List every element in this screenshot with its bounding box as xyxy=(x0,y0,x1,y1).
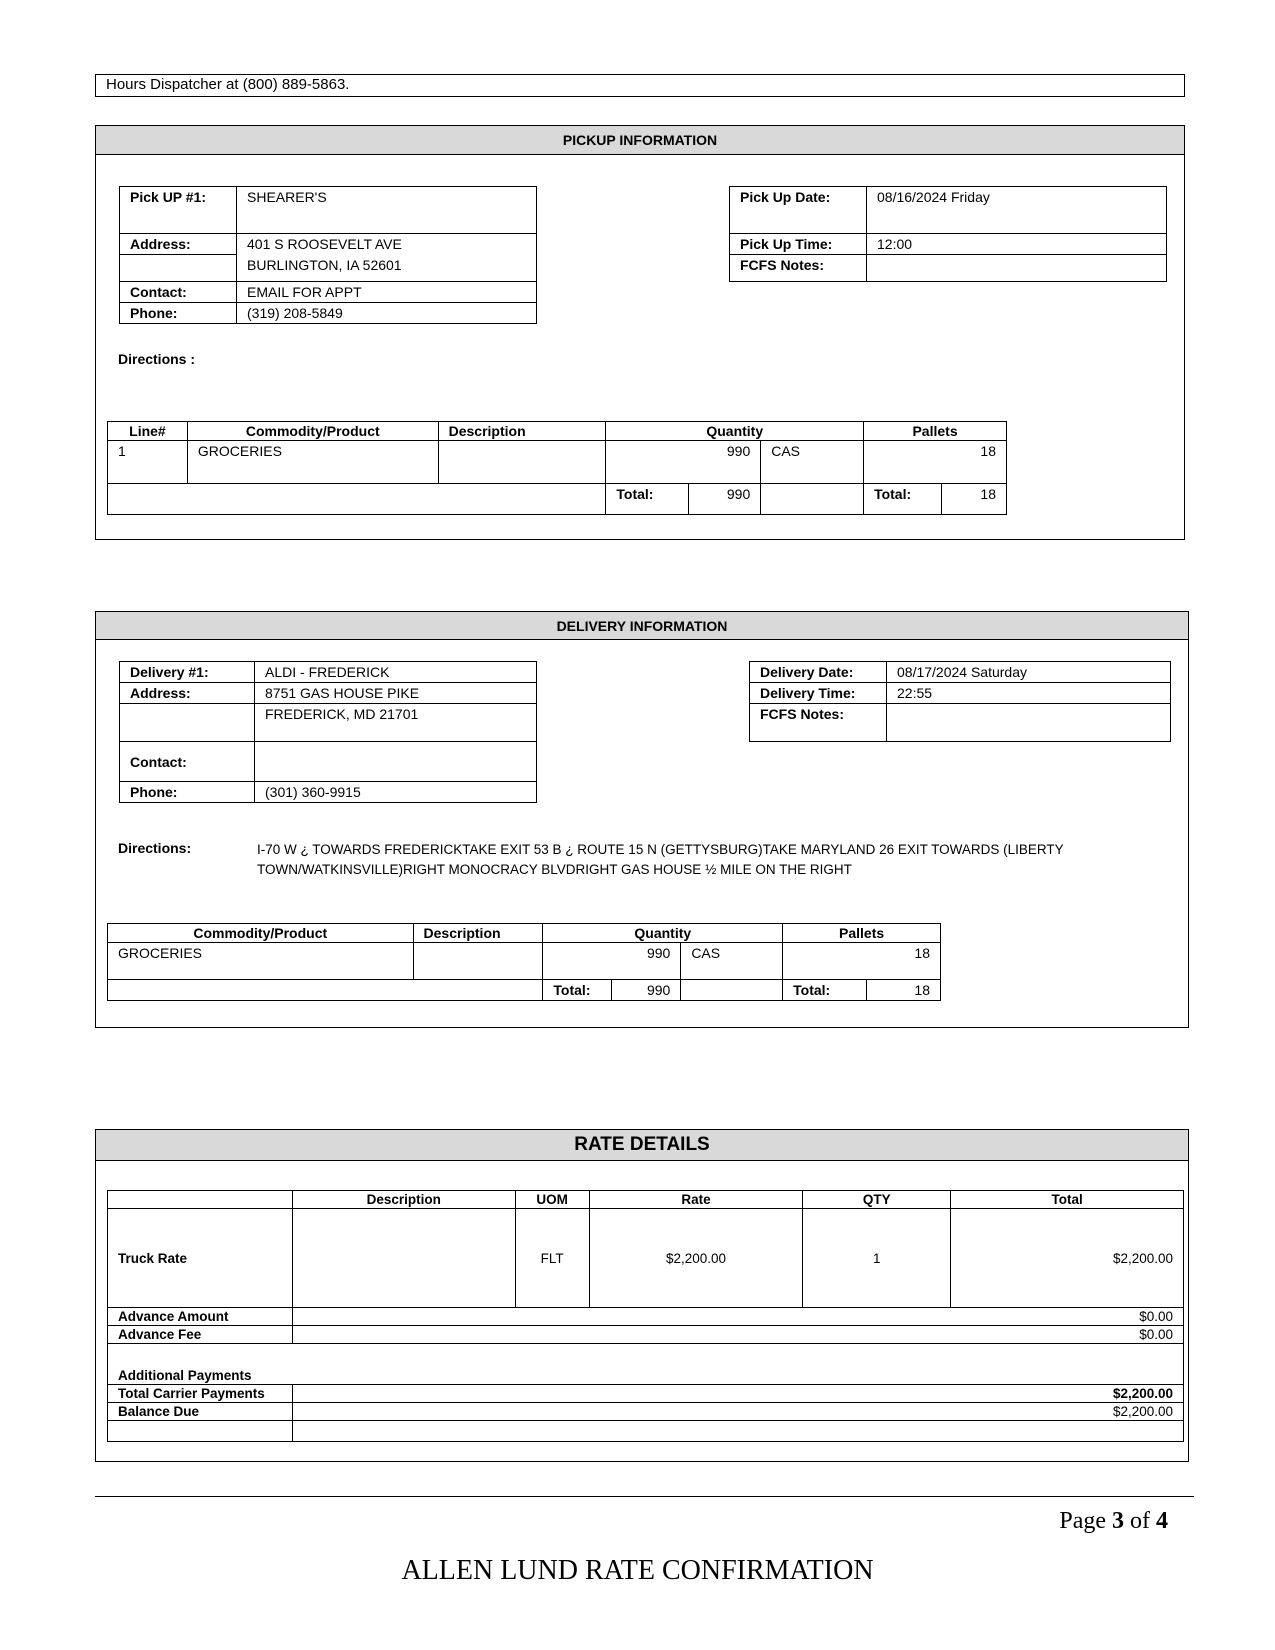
truck-rate-total: $2,200.00 xyxy=(951,1209,1184,1308)
col-description: Description xyxy=(413,924,543,943)
total-pallets-label: Total: xyxy=(783,980,867,1001)
total-unit-blank xyxy=(761,484,864,515)
pickup-phone: (319) 208-5849 xyxy=(237,303,537,324)
rate-section xyxy=(95,1129,1189,1462)
page-total: 4 xyxy=(1156,1508,1168,1534)
delivery-directions xyxy=(257,840,1157,880)
col-pallets: Pallets xyxy=(864,422,1007,441)
total-row xyxy=(108,980,941,1001)
total-carrier-label: Total Carrier Payments xyxy=(108,1385,293,1403)
truck-rate-label: Truck Rate xyxy=(108,1209,293,1308)
quantity: 990 xyxy=(606,441,761,484)
col-commodity: Commodity/Product xyxy=(108,924,414,943)
total-unit-blank xyxy=(681,980,783,1001)
delivery-address-1: 8751 GAS HOUSE PIKE xyxy=(255,683,537,704)
pickup-commodity-table xyxy=(107,421,1007,515)
delivery-address-label: Address: xyxy=(120,683,255,704)
pickup-contact-label: Contact: xyxy=(120,282,237,303)
commodity: GROCERIES xyxy=(108,943,414,980)
page-number xyxy=(1059,1508,1168,1535)
document-title: ALLEN LUND RATE CONFIRMATION xyxy=(401,1555,874,1586)
total-qty: 990 xyxy=(612,980,681,1001)
pickup-contact: EMAIL FOR APPT xyxy=(237,282,537,303)
delivery-location-table xyxy=(119,661,537,803)
truck-rate-qty: 1 xyxy=(803,1209,951,1308)
total-pallets: 18 xyxy=(942,484,1007,515)
pickup-directions-label: Directions : xyxy=(118,351,196,367)
delivery-schedule-table xyxy=(749,661,1171,742)
delivery-address-blank xyxy=(120,704,255,742)
truck-rate-rate: $2,200.00 xyxy=(589,1209,803,1308)
pickup-header: PICKUP INFORMATION xyxy=(96,126,1184,155)
col-description: Description xyxy=(438,422,606,441)
quantity-unit: CAS xyxy=(761,441,864,484)
total-qty-label: Total: xyxy=(543,980,612,1001)
pickup-fcfs-label: FCFS Notes: xyxy=(730,255,867,282)
delivery-phone-label: Phone: xyxy=(120,782,255,803)
line-number: 1 xyxy=(108,441,188,484)
pallets: 18 xyxy=(864,441,1007,484)
delivery-phone: (301) 360-9915 xyxy=(255,782,537,803)
total-carrier-value: $2,200.00 xyxy=(292,1385,1183,1403)
total-pallets-label: Total: xyxy=(864,484,942,515)
col-commodity: Commodity/Product xyxy=(187,422,438,441)
col-quantity: Quantity xyxy=(543,924,783,943)
pickup-section xyxy=(95,125,1185,540)
pickup-date-label: Pick Up Date: xyxy=(730,187,867,234)
description xyxy=(413,943,543,980)
advance-fee-value: $0.00 xyxy=(292,1326,1183,1344)
rate-header: RATE DETAILS xyxy=(96,1130,1188,1161)
delivery-directions-label: Directions: xyxy=(118,840,192,856)
delivery-date-label: Delivery Date: xyxy=(750,662,887,683)
delivery-date: 08/17/2024 Saturday xyxy=(887,662,1171,683)
delivery-header: DELIVERY INFORMATION xyxy=(96,612,1188,640)
additional-payments-label: Additional Payments xyxy=(108,1344,1184,1385)
delivery-commodity-table xyxy=(107,923,941,1001)
delivery-time: 22:55 xyxy=(887,683,1171,704)
pickup-time: 12:00 xyxy=(867,234,1167,255)
blank-cell xyxy=(108,1421,293,1442)
col-qty: QTY xyxy=(803,1191,951,1209)
total-carrier-row xyxy=(108,1385,1184,1403)
truck-rate-description xyxy=(292,1209,515,1308)
balance-due-row xyxy=(108,1403,1184,1421)
description xyxy=(438,441,606,484)
blank-cell xyxy=(292,1421,1183,1442)
total-qty: 990 xyxy=(689,484,761,515)
table-row xyxy=(108,943,941,980)
col-line: Line# xyxy=(108,422,188,441)
col-description: Description xyxy=(292,1191,515,1209)
truck-rate-row xyxy=(108,1209,1184,1308)
col-blank xyxy=(108,1191,293,1209)
page-prefix: Page xyxy=(1059,1508,1112,1534)
col-pallets: Pallets xyxy=(783,924,941,943)
additional-payments-row xyxy=(108,1344,1184,1385)
total-pallets: 18 xyxy=(867,980,941,1001)
delivery-directions-line-2: TOWN/WATKINSVILLE)RIGHT MONOCRACY BLVDRIGHT GAS HOUSE ½ MILE ON THE RIGHT xyxy=(257,862,852,877)
rate-table xyxy=(107,1190,1184,1442)
blank-row xyxy=(108,1421,1184,1442)
col-uom: UOM xyxy=(515,1191,589,1209)
pickup-address-label: Address: xyxy=(120,234,237,255)
advance-amount-label: Advance Amount xyxy=(108,1308,293,1326)
pickup-address-1: 401 S ROOSEVELT AVE xyxy=(237,234,537,255)
top-note-box xyxy=(95,74,1185,97)
pickup-address-2: BURLINGTON, IA 52601 xyxy=(237,255,537,282)
total-row xyxy=(108,484,1007,515)
pickup-schedule-table xyxy=(729,186,1167,282)
pickup-location-table xyxy=(119,186,537,324)
delivery-fcfs-label: FCFS Notes: xyxy=(750,704,887,742)
pickup-address-blank xyxy=(120,255,237,282)
pickup-phone-label: Phone: xyxy=(120,303,237,324)
balance-due-label: Balance Due xyxy=(108,1403,293,1421)
advance-fee-row xyxy=(108,1326,1184,1344)
pickup-name: SHEARER'S xyxy=(237,187,537,234)
total-blank xyxy=(108,484,606,515)
delivery-address-2: FREDERICK, MD 21701 xyxy=(255,704,537,742)
pallets: 18 xyxy=(783,943,941,980)
delivery-section xyxy=(95,611,1189,1028)
total-blank xyxy=(108,980,543,1001)
pickup-label: Pick UP #1: xyxy=(120,187,237,234)
top-note: Hours Dispatcher at (800) 889-5863. xyxy=(106,76,350,93)
col-rate: Rate xyxy=(589,1191,803,1209)
delivery-fcfs xyxy=(887,704,1171,742)
quantity-unit: CAS xyxy=(681,943,783,980)
advance-fee-label: Advance Fee xyxy=(108,1326,293,1344)
advance-amount-value: $0.00 xyxy=(292,1308,1183,1326)
table-row xyxy=(108,441,1007,484)
delivery-directions-line-1: I-70 W ¿ TOWARDS FREDERICKTAKE EXIT 53 B ¿ ROUTE 15 N (GETTYSBURG)TAKE MARYLAND 26 EXIT TOWARDS (LIBERTY xyxy=(257,842,1064,857)
advance-amount-row xyxy=(108,1308,1184,1326)
delivery-contact-label: Contact: xyxy=(120,742,255,782)
col-quantity: Quantity xyxy=(606,422,864,441)
balance-due-value: $2,200.00 xyxy=(292,1403,1183,1421)
page-of: of xyxy=(1124,1508,1156,1534)
delivery-contact xyxy=(255,742,537,782)
footer-rule xyxy=(95,1496,1194,1497)
quantity: 990 xyxy=(543,943,681,980)
commodity: GROCERIES xyxy=(187,441,438,484)
delivery-time-label: Delivery Time: xyxy=(750,683,887,704)
pickup-date: 08/16/2024 Friday xyxy=(867,187,1167,234)
col-total: Total xyxy=(951,1191,1184,1209)
delivery-name: ALDI - FREDERICK xyxy=(255,662,537,683)
pickup-fcfs xyxy=(867,255,1167,282)
pickup-time-label: Pick Up Time: xyxy=(730,234,867,255)
delivery-label: Delivery #1: xyxy=(120,662,255,683)
truck-rate-uom: FLT xyxy=(515,1209,589,1308)
total-qty-label: Total: xyxy=(606,484,689,515)
page-current: 3 xyxy=(1112,1508,1124,1534)
